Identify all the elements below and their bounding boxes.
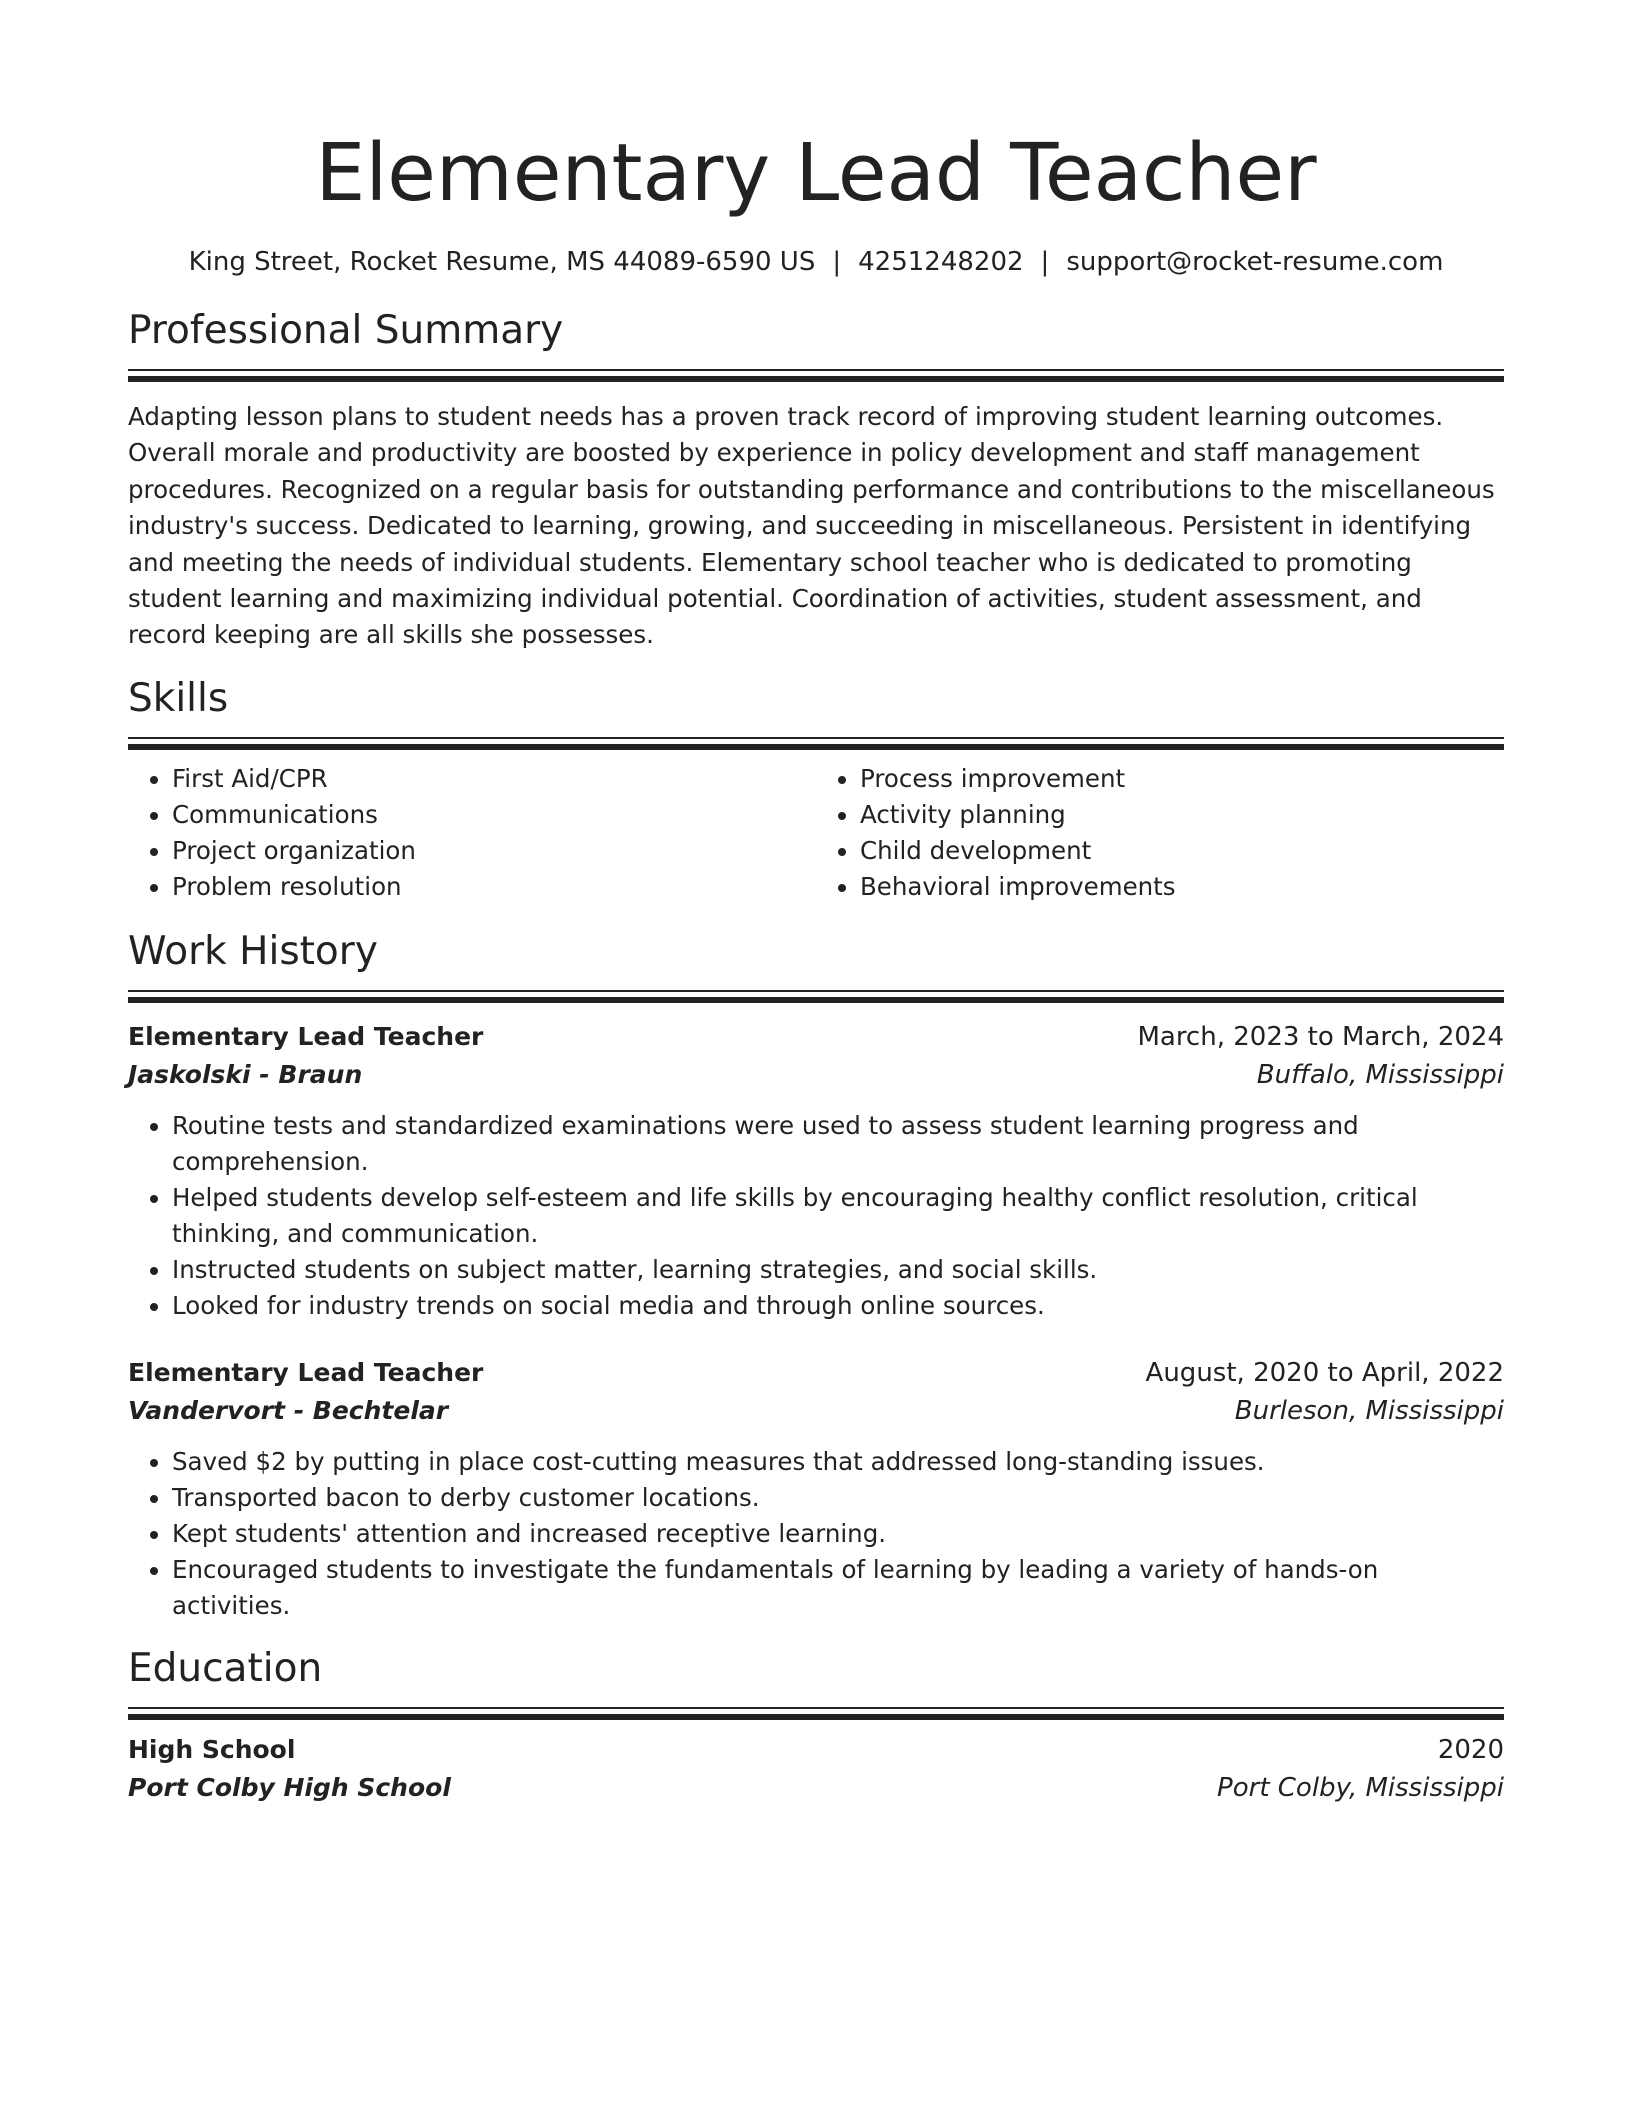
job-location: Burleson, Mississippi <box>1234 1395 1504 1426</box>
contact-separator: | <box>832 247 842 277</box>
work-section <box>128 927 1504 1624</box>
job-bullet: • Saved $2 by putting in place cost-cutting measures that addressed long-standing issues. <box>172 1444 1504 1480</box>
job-dates: March, 2023 to March, 2024 <box>1137 1021 1504 1052</box>
job-location: Buffalo, Mississippi <box>1256 1059 1504 1090</box>
job-bullet: • Instructed students on subject matter, learning strategies, and social skills. <box>172 1252 1504 1288</box>
section-divider <box>128 990 1504 1004</box>
job-title: Elementary Lead Teacher <box>128 1021 484 1051</box>
skill-item: • Process improvement <box>860 761 1504 797</box>
education-section <box>128 1644 1504 1807</box>
skills-section <box>128 674 1504 905</box>
education-entry <box>128 1731 1504 1807</box>
job-bullets <box>128 1108 1504 1324</box>
job-company: Vandervort - Bechtelar <box>128 1395 449 1425</box>
job-subheader <box>128 1056 1504 1094</box>
job-dates: August, 2020 to April, 2022 <box>1145 1357 1504 1388</box>
contact-phone: 4251248202 <box>858 247 1024 277</box>
work-heading: Work History <box>128 928 378 974</box>
job-bullets <box>128 1444 1504 1624</box>
resume-name: Elementary Lead Teacher <box>315 127 1317 219</box>
resume-page <box>128 0 1504 1807</box>
education-school: Port Colby High School <box>128 1772 451 1802</box>
job-entry <box>128 1018 1504 1324</box>
job-bullet: • Encouraged students to investigate the fundamentals of learning by leading a variety of hands-on activities. <box>172 1552 1504 1624</box>
contact-separator: | <box>1040 247 1050 277</box>
contact-email: support@rocket-resume.com <box>1066 247 1444 277</box>
contact-address: King Street, Rocket Resume, MS 44089-6590 US <box>188 247 816 277</box>
summary-text: Adapting lesson plans to student needs has a proven track record of improving student learning outcomes. Overall morale and productivity are boosted by experience in policy development and staff management procedures. Recognized on a regular basis for outstanding performance and contributions to the miscellaneous industry's success. Dedicated to learning, growing, and succeeding in miscellaneous. Persistent in identifying and meeting the needs of individual students. Elementary school teacher who is dedicated to promoting student learning and maximizing individual potential. Coordination of activities, student assessment, and record keeping are all skills she possesses. <box>128 402 1495 650</box>
skill-item: • Communications <box>172 797 816 833</box>
education-header <box>128 1731 1504 1769</box>
skills-heading: Skills <box>128 675 229 721</box>
skill-item: • Problem resolution <box>172 869 816 905</box>
skills-column-left <box>128 761 816 905</box>
job-company: Jaskolski - Braun <box>128 1059 363 1089</box>
job-title: Elementary Lead Teacher <box>128 1357 484 1387</box>
section-divider <box>128 369 1504 383</box>
skill-item: • Activity planning <box>860 797 1504 833</box>
section-divider <box>128 737 1504 751</box>
section-divider <box>128 1707 1504 1721</box>
job-header <box>128 1018 1504 1056</box>
contact-line <box>128 244 1504 280</box>
education-degree: High School <box>128 1734 296 1764</box>
job-subheader <box>128 1392 1504 1430</box>
education-heading: Education <box>128 1645 323 1691</box>
skill-item: • First Aid/CPR <box>172 761 816 797</box>
job-bullet: • Helped students develop self-esteem and life skills by encouraging healthy conflict resolution, critical thinking, and communication. <box>172 1180 1504 1252</box>
job-bullet: • Transported bacon to derby customer locations. <box>172 1480 1504 1516</box>
education-year: 2020 <box>1437 1734 1504 1765</box>
summary-heading: Professional Summary <box>128 308 564 353</box>
job-bullet: • Kept students' attention and increased receptive learning. <box>172 1516 1504 1552</box>
job-bullet: • Looked for industry trends on social media and through online sources. <box>172 1288 1504 1324</box>
skill-item: • Project organization <box>172 833 816 869</box>
job-bullet: • Routine tests and standardized examinations were used to assess student learning progress and comprehension. <box>172 1108 1504 1180</box>
skill-item: • Behavioral improvements <box>860 869 1504 905</box>
education-location: Port Colby, Mississippi <box>1217 1772 1504 1803</box>
skill-item: • Child development <box>860 833 1504 869</box>
skills-list <box>128 761 1504 905</box>
job-header <box>128 1354 1504 1392</box>
skills-column-right <box>816 761 1504 905</box>
education-subheader <box>128 1769 1504 1807</box>
summary-section <box>128 306 1504 654</box>
job-entry <box>128 1354 1504 1624</box>
